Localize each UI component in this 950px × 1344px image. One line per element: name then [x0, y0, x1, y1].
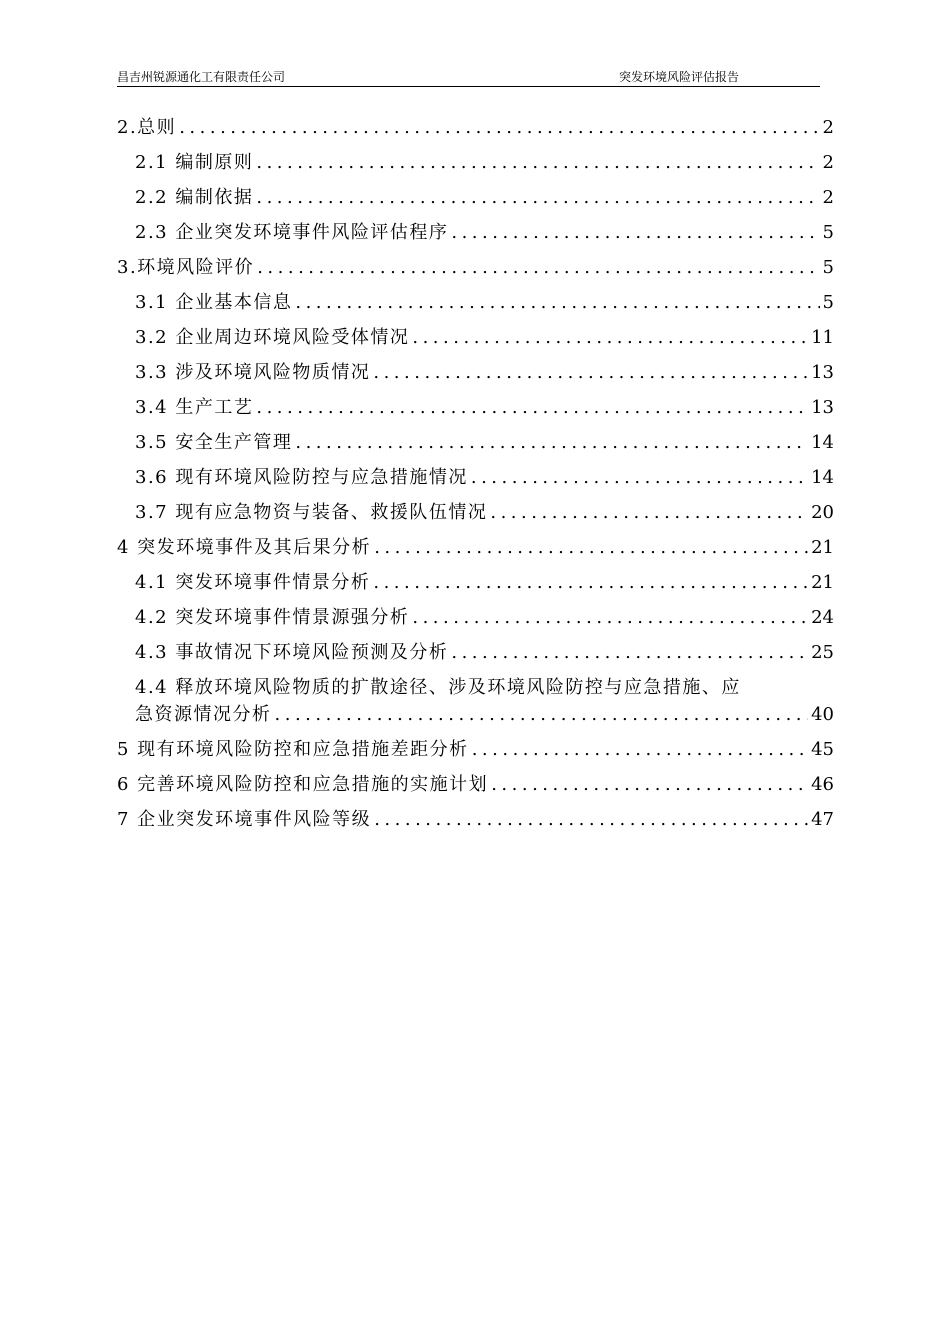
toc-leader-dots: [257, 250, 819, 285]
toc-entry-title: 5 现有环境风险防控和应急措施差距分析: [117, 739, 469, 760]
toc-entry-page: 5: [822, 257, 834, 278]
header-company: 昌吉州锐源通化工有限责任公司: [117, 70, 286, 84]
toc-leader-dots: [374, 530, 808, 565]
toc-entry[interactable]: [117, 565, 834, 600]
toc-entry[interactable]: [117, 425, 834, 460]
toc-entry-page: 14: [811, 432, 834, 453]
toc-entry-page: 14: [811, 467, 834, 488]
toc-entry-title: 3.4 生产工艺: [135, 397, 254, 418]
toc-leader-dots: [412, 600, 808, 635]
toc-leader-dots: [256, 390, 808, 425]
toc-entry-page: 21: [811, 537, 834, 558]
toc-entry-page: 2: [822, 117, 834, 138]
toc-entry[interactable]: [117, 250, 834, 285]
toc-entry-title: 3.3 涉及环境风险物质情况: [135, 362, 371, 383]
toc-entry-title: 2.1 编制原则: [135, 152, 254, 173]
toc-entry-title: 4.3 事故情况下环境风险预测及分析: [135, 642, 449, 663]
toc-entry-title: 4.4 释放环境风险物质的扩散途径、涉及环境风险防控与应急措施、应: [135, 677, 741, 698]
toc-entry-page: 11: [811, 327, 834, 348]
toc-entry-page: 40: [811, 704, 834, 725]
toc-entry-page: 2: [822, 187, 834, 208]
toc-entry-title: 6 完善环境风险防控和应急措施的实施计划: [117, 774, 489, 795]
toc-entry[interactable]: [117, 635, 834, 670]
toc-entry-title: 7 企业突发环境事件风险等级: [117, 809, 372, 830]
toc-entry-page: 5: [822, 292, 834, 313]
toc-entry-title: 2.总则: [117, 117, 177, 138]
toc-entry-title: 4.2 突发环境事件情景源强分析: [135, 607, 410, 628]
toc-entry[interactable]: [117, 600, 834, 635]
toc-leader-dots: [471, 460, 808, 495]
toc-leader-dots: [275, 701, 809, 728]
toc-entry-page: 5: [822, 222, 834, 243]
toc-entry[interactable]: [117, 215, 834, 250]
toc-leader-dots: [373, 355, 808, 390]
toc-entry[interactable]: [117, 355, 834, 390]
toc-entry-page: 45: [811, 739, 834, 760]
toc-leader-dots: [451, 215, 819, 250]
toc-leader-dots: [179, 110, 819, 145]
toc-entry-title: 2.2 编制依据: [135, 187, 254, 208]
toc-entry-title: 3.5 安全生产管理: [135, 432, 293, 453]
toc-entry-page: 46: [811, 774, 834, 795]
toc-leader-dots: [256, 145, 819, 180]
toc-entry[interactable]: [117, 390, 834, 425]
toc-entry-title: 2.3 企业突发环境事件风险评估程序: [135, 222, 449, 243]
toc-entry[interactable]: [117, 670, 834, 732]
toc-entry[interactable]: [117, 460, 834, 495]
toc-entry-title: 3.7 现有应急物资与装备、救援队伍情况: [135, 502, 488, 523]
toc-entry-title: 4.1 突发环境事件情景分析: [135, 572, 371, 593]
toc-entry[interactable]: [117, 145, 834, 180]
toc-leader-dots: [451, 635, 808, 670]
toc-entry[interactable]: [117, 530, 834, 565]
toc-entry-page: 2: [822, 152, 834, 173]
toc-leader-dots: [295, 425, 808, 460]
toc-entry-title: 3.6 现有环境风险防控与应急措施情况: [135, 467, 468, 488]
toc-entry-title: 4 突发环境事件及其后果分析: [117, 537, 372, 558]
toc-entry-title-continued: 急资源情况分析: [135, 704, 272, 725]
toc-leader-dots: [256, 180, 819, 215]
header-report-title: 突发环境风险评估报告: [619, 70, 740, 84]
toc-entry-page: 13: [811, 397, 834, 418]
toc-entry[interactable]: [117, 285, 834, 320]
toc-entry-page: 13: [811, 362, 834, 383]
table-of-contents: [117, 110, 834, 837]
toc-leader-dots: [295, 285, 819, 320]
toc-leader-dots: [412, 320, 808, 355]
toc-entry-title: 3.环境风险评价: [117, 257, 255, 278]
toc-entry-page: 25: [811, 642, 834, 663]
page-header: [117, 64, 820, 87]
toc-entry-page: 24: [811, 607, 834, 628]
toc-leader-dots: [472, 732, 808, 767]
toc-leader-dots: [491, 767, 808, 802]
toc-entry[interactable]: [117, 732, 834, 767]
toc-entry-page: 47: [811, 809, 834, 830]
toc-leader-dots: [490, 495, 808, 530]
toc-entry[interactable]: [117, 802, 834, 837]
toc-entry[interactable]: [117, 110, 834, 145]
toc-entry-title: 3.2 企业周边环境风险受体情况: [135, 327, 410, 348]
toc-entry-title: 3.1 企业基本信息: [135, 292, 293, 313]
toc-leader-dots: [374, 802, 808, 837]
toc-leader-dots: [373, 565, 808, 600]
toc-entry-page: 20: [811, 502, 834, 523]
toc-entry[interactable]: [117, 767, 834, 802]
toc-entry[interactable]: [117, 180, 834, 215]
toc-entry[interactable]: [117, 495, 834, 530]
toc-entry-page: 21: [811, 572, 834, 593]
toc-entry[interactable]: [117, 320, 834, 355]
